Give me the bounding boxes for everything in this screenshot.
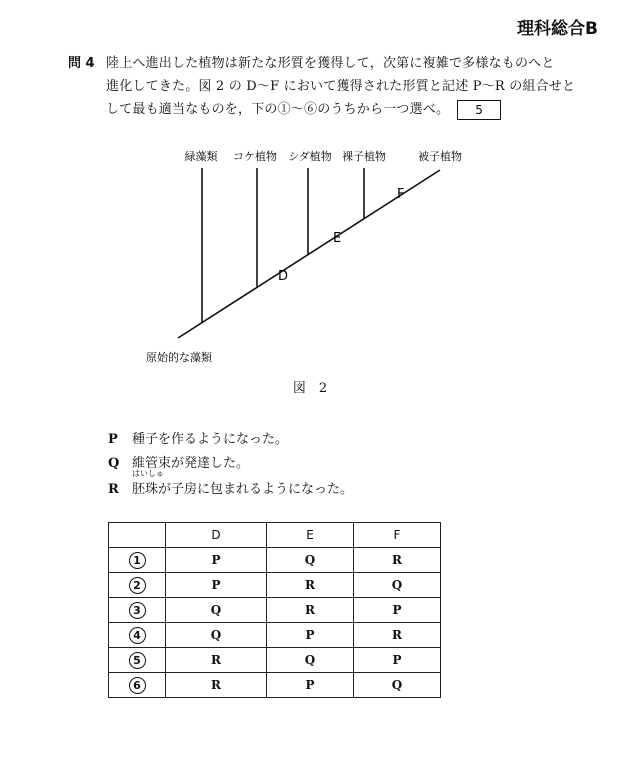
statement-label: R: [108, 482, 119, 497]
table-cell: Q: [354, 673, 441, 698]
subject-header: 理科総合B: [517, 19, 598, 39]
table-cell: P: [166, 573, 267, 598]
point-label-D: D: [278, 269, 289, 284]
phylogenetic-tree: [0, 140, 620, 375]
choice-circle[interactable]: 3: [129, 602, 146, 619]
table-cell: Q: [166, 598, 267, 623]
table-cell: R: [267, 573, 354, 598]
choice-circle[interactable]: 1: [129, 552, 146, 569]
statement-label: Q: [108, 456, 120, 471]
table-cell: Q: [267, 648, 354, 673]
table-row[interactable]: [109, 673, 441, 698]
table-row[interactable]: [109, 548, 441, 573]
answer-box[interactable]: 5: [457, 100, 501, 120]
statement-R: [108, 469, 354, 497]
statement-label: P: [108, 432, 118, 447]
table-cell: R: [354, 548, 441, 573]
choice-number[interactable]: [109, 548, 166, 573]
point-label-F: F: [397, 187, 405, 202]
taxon-label-moss: コケ植物: [233, 150, 277, 163]
table-cell: R: [267, 598, 354, 623]
choice-number[interactable]: [109, 573, 166, 598]
statement-Q: [108, 452, 249, 471]
table-row[interactable]: [109, 598, 441, 623]
table-cell: R: [166, 673, 267, 698]
question-line-2: 進化してきた。図 2 の D〜F において獲得された形質と記述 P〜R の組合せと: [106, 79, 576, 94]
point-label-E: E: [333, 231, 342, 246]
choice-circle[interactable]: 2: [129, 577, 146, 594]
table-cell: Q: [166, 623, 267, 648]
table-cell: P: [267, 623, 354, 648]
table-cell: Q: [354, 573, 441, 598]
taxon-label-angiosperm: 被子植物: [418, 150, 462, 163]
table-cell: P: [354, 598, 441, 623]
statement-text: 胚珠が子房に包まれるようになった。: [132, 482, 354, 497]
choice-number[interactable]: [109, 598, 166, 623]
choice-number[interactable]: [109, 673, 166, 698]
question-line-3: [106, 98, 501, 120]
question-number: 問 4: [68, 56, 95, 71]
choice-circle[interactable]: 6: [129, 677, 146, 694]
figure-caption: 図 2: [292, 381, 328, 396]
question-line-3-text: して最も適当なものを，下の①〜⑥のうちから一つ選べ。: [106, 102, 450, 117]
statement-P: [108, 428, 288, 447]
table-header-corner: [109, 523, 166, 548]
statement-text: 種子を作るようになった。: [132, 432, 289, 447]
ruby-reading: はいしゅ: [132, 469, 164, 478]
table-cell: Q: [267, 548, 354, 573]
table-cell: R: [166, 648, 267, 673]
table-cell: P: [354, 648, 441, 673]
table-row[interactable]: [109, 623, 441, 648]
choice-number[interactable]: [109, 648, 166, 673]
table-cell: P: [267, 673, 354, 698]
table-cell: R: [354, 623, 441, 648]
choice-number[interactable]: [109, 623, 166, 648]
table-header-row: [109, 523, 441, 548]
table-header-E: E: [267, 523, 354, 548]
choice-circle[interactable]: 4: [129, 627, 146, 644]
table-row[interactable]: [109, 648, 441, 673]
taxon-label-gymnosperm: 裸子植物: [342, 150, 386, 163]
choice-circle[interactable]: 5: [129, 652, 146, 669]
statement-text: 維管束が発達した。: [132, 456, 250, 471]
table-header-D: D: [166, 523, 267, 548]
root-label: 原始的な藻類: [146, 351, 212, 364]
table-header-F: F: [354, 523, 441, 548]
taxon-label-fern: シダ植物: [288, 150, 332, 163]
taxon-label-green-algae: 緑藻類: [184, 150, 218, 163]
table-row[interactable]: [109, 573, 441, 598]
question-line-1: 陸上へ進出した植物は新たな形質を獲得して，次第に複雑で多様なものへと: [106, 56, 555, 71]
answer-table: [108, 522, 441, 698]
table-cell: P: [166, 548, 267, 573]
